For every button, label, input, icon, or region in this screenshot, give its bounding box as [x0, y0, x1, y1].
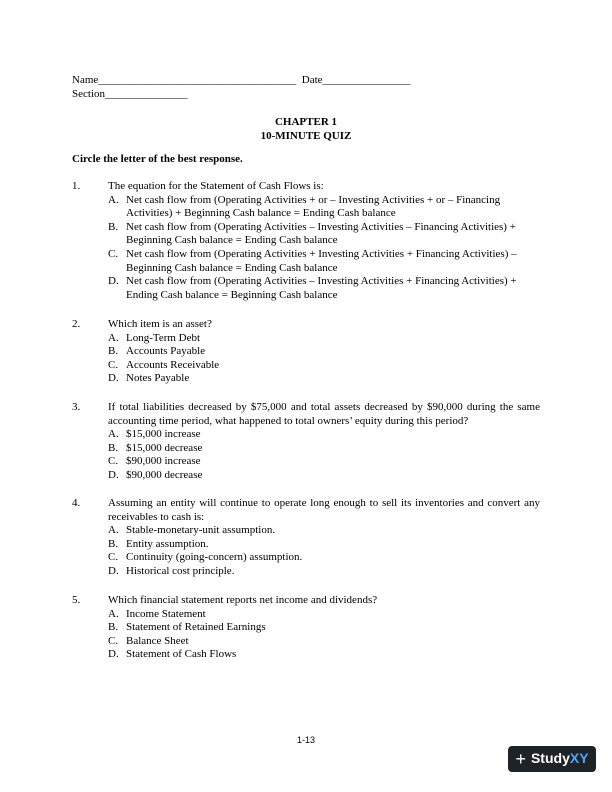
option-letter: C.: [108, 247, 119, 260]
option-letter: C.: [108, 634, 119, 647]
section-blank: _______________: [105, 88, 188, 100]
section-label: Section: [72, 88, 105, 100]
option-text: Notes Payable: [126, 372, 190, 385]
option-letter: A.: [108, 607, 119, 620]
option-c[interactable]: [108, 551, 540, 565]
option-letter: A.: [108, 193, 119, 206]
studyxy-badge[interactable]: [508, 746, 596, 772]
option-letter: B.: [108, 621, 119, 634]
question-1: [72, 180, 540, 302]
option-text: Income Statement: [126, 607, 206, 620]
date-label: Date: [301, 74, 323, 86]
option-letter: B.: [108, 537, 119, 550]
option-text: $15,000 increase: [126, 428, 201, 441]
quiz-subtitle: 10-MINUTE QUIZ: [260, 130, 352, 142]
chapter-title: CHAPTER 1: [274, 116, 338, 128]
question-text: Which item is an asset?: [108, 318, 212, 330]
name-label: Name: [72, 74, 99, 86]
option-letter: D.: [108, 564, 119, 577]
question-text: Which financial statement reports net income and dividends?: [108, 594, 378, 606]
option-letter: D.: [108, 372, 119, 385]
brand-accent: XY: [569, 750, 589, 767]
option-a[interactable]: [108, 194, 540, 221]
plus-icon: +: [515, 749, 526, 769]
option-text: Net cash flow from (Operating Activities – Investing Activities + Financing Activities) + Ending Cash balance = Beginning Cash balance: [126, 275, 517, 301]
option-text: Statement of Cash Flows: [126, 648, 237, 661]
option-text: Accounts Payable: [126, 345, 206, 358]
question-2: [72, 318, 540, 386]
option-c[interactable]: [108, 455, 540, 469]
option-b[interactable]: [108, 442, 540, 456]
instructions: Circle the letter of the best response.: [72, 153, 243, 165]
option-d[interactable]: [108, 372, 540, 386]
question-number: 4.: [72, 497, 81, 509]
option-letter: C.: [108, 455, 119, 468]
option-text: Accounts Receivable: [126, 358, 220, 371]
option-a[interactable]: [108, 608, 540, 622]
option-b[interactable]: [108, 621, 540, 635]
option-letter: D.: [108, 275, 119, 288]
section-line: [72, 88, 188, 102]
option-letter: B.: [108, 441, 119, 454]
option-text: $90,000 decrease: [126, 468, 203, 481]
option-letter: B.: [108, 220, 119, 233]
option-d[interactable]: [108, 565, 540, 579]
option-b[interactable]: [108, 538, 540, 552]
question-4: [72, 497, 540, 579]
option-a[interactable]: [108, 524, 540, 538]
question-number: 3.: [72, 401, 81, 413]
option-text: Entity assumption.: [126, 537, 209, 550]
option-text: Continuity (going-concern) assumption.: [126, 551, 303, 564]
question-number: 2.: [72, 318, 81, 330]
page-number: 1-13: [296, 735, 315, 745]
option-text: Net cash flow from (Operating Activities + or – Investing Activities + or – Financing Activities) + Beginning Cash balance = Ending Cash balance: [126, 193, 501, 220]
option-text: Net cash flow from (Operating Activities + Investing Activities + Financing Activities) – Beginning Cash balance = Ending Cash balance: [126, 247, 517, 274]
option-a[interactable]: [108, 332, 540, 346]
question-text: The equation for the Statement of Cash Flows is:: [108, 180, 324, 192]
option-letter: C.: [108, 358, 119, 371]
option-d[interactable]: [108, 275, 540, 302]
question-number: 1.: [72, 180, 81, 192]
option-d[interactable]: [108, 469, 540, 483]
option-b[interactable]: [108, 345, 540, 359]
option-text: Historical cost principle.: [126, 564, 235, 577]
brand-main: Study: [530, 750, 570, 767]
option-text: Net cash flow from (Operating Activities – Investing Activities – Financing Activities) + Beginning Cash balance = Ending Cash balance: [126, 220, 516, 247]
option-letter: A.: [108, 524, 119, 537]
option-c[interactable]: [108, 248, 540, 275]
option-c[interactable]: [108, 635, 540, 649]
option-text: Long-Term Debt: [126, 331, 201, 344]
option-letter: A.: [108, 331, 119, 344]
option-b[interactable]: [108, 221, 540, 248]
option-c[interactable]: [108, 359, 540, 373]
question-5: [72, 594, 540, 662]
option-letter: A.: [108, 428, 119, 441]
option-letter: D.: [108, 468, 119, 481]
option-letter: C.: [108, 551, 119, 564]
name-date-line: [72, 74, 411, 88]
question-text: If total liabilities decreased by $75,000 and total assets decreased by $90,000 during the same accounting time period, what happened to total owners’ equity during this period?: [108, 401, 540, 427]
option-d[interactable]: [108, 648, 540, 662]
option-text: Statement of Retained Earnings: [126, 621, 266, 634]
option-text: $90,000 increase: [126, 455, 201, 468]
option-letter: D.: [108, 648, 119, 661]
option-text: Balance Sheet: [126, 634, 189, 647]
option-a[interactable]: [108, 428, 540, 442]
option-text: $15,000 decrease: [126, 441, 203, 454]
question-number: 5.: [72, 594, 81, 606]
name-blank: ____________________________________: [98, 74, 297, 86]
option-text: Stable-monetary-unit assumption.: [126, 524, 276, 537]
question-3: [72, 401, 540, 483]
option-letter: B.: [108, 345, 119, 358]
date-blank: ________________: [322, 74, 411, 86]
question-text: Assuming an entity will continue to operate long enough to sell its inventories and convert any receivables to cash is:: [108, 497, 540, 523]
